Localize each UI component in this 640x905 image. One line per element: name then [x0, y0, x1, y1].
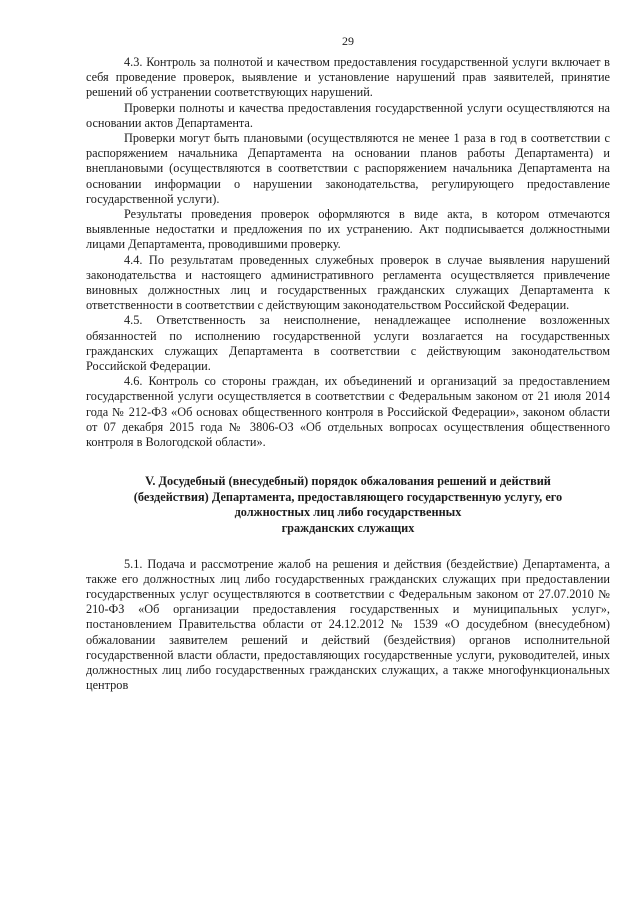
section-5-heading-line: должностных лиц либо государственных [234, 505, 462, 520]
paragraph-4-5: 4.5. Ответственность за неисполнение, ненадлежащее исполнение возложенных обязанностей по исполнению государственной услуги возлагается на государственных гражданских служащих Департамента в соответствии с действующим законодательством Российской Федерации. [86, 313, 610, 374]
paragraph-4-4: 4.4. По результатам проведенных служебных проверок в случае выявления нарушений законодательства и настоящего административного регламента осуществляется привлечение виновных должностных лиц и государственных гражданских служащих Департамента к ответственности в соответствии с действующим законодательством Российской Федерации. [86, 252, 610, 313]
section-5-heading-line: гражданских служащих [281, 521, 415, 536]
section-5-heading-line: (бездействия) Департамента, предоставляющего государственную услугу, его [133, 489, 563, 504]
section-5-heading [86, 474, 610, 536]
paragraph-4-3: 4.3. Контроль за полнотой и качеством предоставления государственной услуги включает в себя проведение проверок, выявление и установление нарушений прав заявителей, принятие решений об устранении соответствующих нарушений. [86, 55, 610, 100]
paragraph-checks-types: Проверки могут быть плановыми (осуществляются не менее 1 раза в год в соответствии с распоряжением начальника Департамента на основании планов работы Департамента) и внеплановыми (осуществляются в соответствии с распоряжением начальника Департамента на основании информации о нарушении законодательства, регулирующего предоставление государственной услуги). [86, 131, 610, 206]
page-number: 29 [342, 34, 354, 48]
paragraph-check-results: Результаты проведения проверок оформляются в виде акта, в котором отмечаются выявленные недостатки и предложения по их устранению. Акт подписывается должностными лицами Департамента, проводившими проверку. [86, 207, 610, 252]
paragraph-4-6: 4.6. Контроль со стороны граждан, их объединений и организаций за предоставлением государственной услуги осуществляется в соответствии с Федеральным законом от 21 июля 2014 года № 212-ФЗ «Об основах общественного контроля в Российской Федерации», законом области от 07 декабря 2015 года № 3806-ОЗ «Об отдельных вопросах осуществления общественного контроля в Вологодской области». [86, 374, 610, 450]
paragraph-checks-basis: Проверки полноты и качества предоставления государственной услуги осуществляются на основании актов Департамента. [86, 100, 610, 130]
paragraph-5-1: 5.1. Подача и рассмотрение жалоб на решения и действия (бездействие) Департамента, а также его должностных лиц либо государственных гражданских служащих при предоставлении государственных услуг осуществляются в соответствии с Федеральным законом от 27.07.2010 № 210-ФЗ «Об организации предоставления государственных и муниципальных услуг», постановлением Правительства области от 24.12.2012 № 1539 «О досудебном (внесудебном) обжаловании заявителем решений и действий (бездействия) органов исполнительной государственной власти области, предоставляющих государственные услуги, руководителей, иных должностных лиц либо государственных гражданских служащих, а также многофункциональных центров [86, 556, 610, 693]
section-5-heading-line: V. Досудебный (внесудебный) порядок обжалования решений и действий [145, 474, 551, 489]
